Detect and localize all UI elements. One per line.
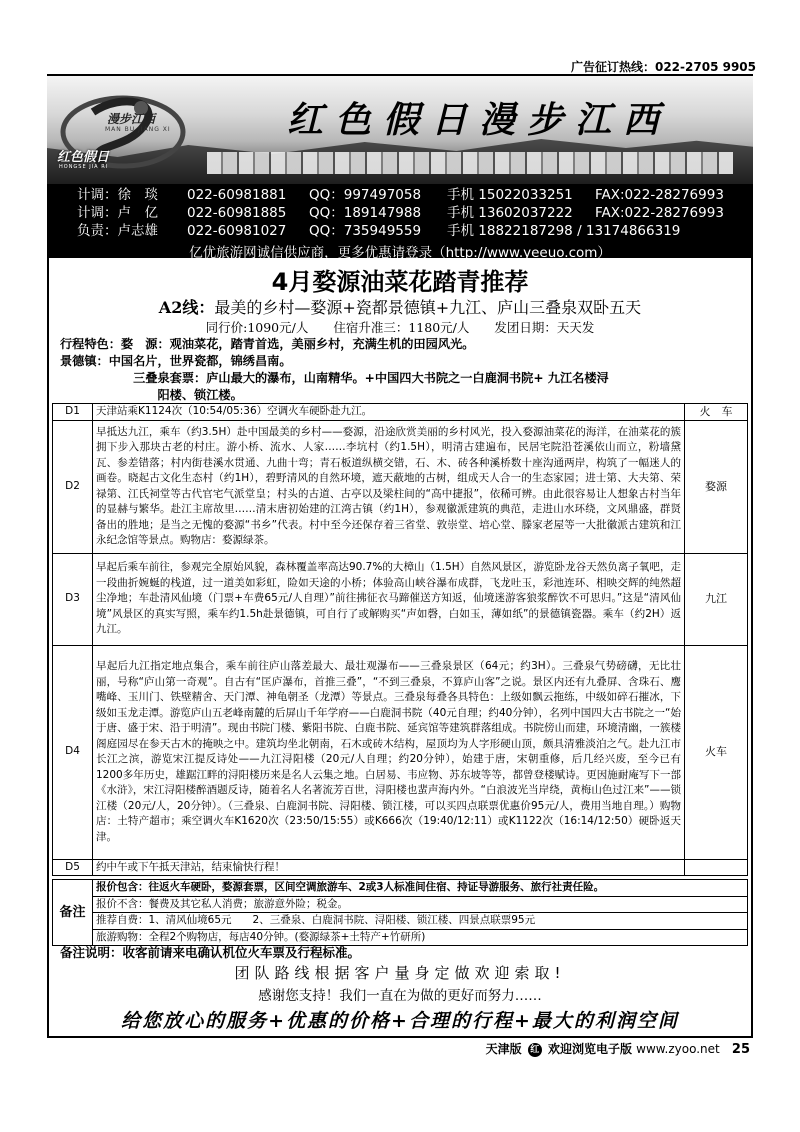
contact-qq: QQ：997497058 (309, 187, 422, 203)
note-line: 旅游购物：全程2个购物店，每店40分钟。(婺源绿茶+土特产+竹研所) (93, 929, 748, 946)
contact-fax: FAX:022-28276993 (595, 205, 724, 221)
remark-note: 备注说明：收客前请来电确认机位火车票及行程标准。 (60, 945, 361, 960)
site-text: 欢迎浏览电子版 (547, 1042, 632, 1056)
overnight-place: 火车 (685, 645, 748, 859)
feature-line: 行程特色：婺 源：观油菜花，踏青首选，美丽乡村，充满生机的田园风光。 (60, 337, 475, 351)
route-name: 最美的乡村—婺源+瓷都景德镇+九江、庐山三叠泉双卧五天 (214, 298, 642, 317)
logo-subtitle: MAN BU JIANG XI (105, 126, 171, 133)
edition-label: 天津版 (485, 1042, 522, 1056)
day-label: D1 (53, 404, 93, 421)
itinerary-row (53, 420, 748, 553)
contact-panel (47, 184, 753, 261)
page-title: 4月婺源油菜花踏青推荐 (271, 268, 529, 296)
price-info: 同行价:1090元/人 住宿升准三：1180元/人 发团日期：天天发 (205, 320, 595, 335)
route-title (47, 295, 753, 318)
trip-features (60, 336, 750, 404)
day-label: D4 (53, 645, 93, 859)
day-description: 早起后九江指定地点集合，乘车前往庐山落差最大、最壮观瀑布——三叠泉景区（64元；约3H）。三叠泉气势磅礴，无比壮丽，号称“庐山第一奇观”。自古有“匡庐瀑布，首推三叠”，“不到三叠泉，不算庐山客”之说。景区内还有九叠屏、含珠石、鹰嘴峰、玉川门、铁壁精舍、天门潭、神龟朝圣（龙潭）等景点。三叠泉每叠各具特色：上级如飘云拖练，中级如碎石摧冰，下级如玉龙走潭。游览庐山五老峰南麓的后屏山千年学府——白鹿洞书院（40元自理；约40分钟），名列中国四大古书院之一“始于唐、盛于宋、沿于明清”。现由书院门楼、紫阳书院、白鹿书院、延宾馆等建筑群落组成。书院傍山而建，环境清幽，一簇楼阁庭园尽在参天古木的掩映之中。建筑均坐北朝南，石木或砖木结构，屋顶均为人字形硬山顶，颇具清雅淡泊之气。赴九江市长江之滨，游览宋江提反诗处——九江浔阳楼（20元/人自理；约20分钟），始建于唐，宋朝重修，后几经兴废，至今已有1200多年历史，雄踞江畔的浔阳楼历来是名人云集之地。白居易、韦应物、苏东坡等等，都曾登楼赋诗。更因施耐庵写下一部《水浒》，宋江浔阳楼醉酒题反诗，随着名人名著流芳百世，浔阳楼也蜚声海内外。“白浪波光当岸绕，黄梅山色过江来”——锁江楼（20元/人，20分钟）。（三叠泉、白鹿洞书院、浔阳楼、锁江楼，可以买四点联票优惠价95元/人，费用当地自理。）购物店：土特产超市；乘空调火车K1620次（23:50/15:55）或K666次（19:40/12:11）或K1122次（16:14/12:50）硬卧返天津。 (93, 645, 685, 859)
overnight-place (685, 859, 748, 876)
contact-tel: 022-60981881 (187, 187, 287, 203)
day-label: D5 (53, 859, 93, 876)
day-description: 天津站乘K1124次（10:54/05:36）空调火车硬卧赴九江。 (93, 404, 685, 421)
day-label: D3 (53, 553, 93, 645)
contact-tel: 022-60981885 (187, 205, 287, 221)
route-code: A2线： (158, 298, 215, 317)
day-label: D2 (53, 420, 93, 553)
website-tagline: 亿优旅游网诚信供应商，更多优惠请登录（http://www.yeeuo.com） (189, 245, 611, 261)
contact-mobile: 手机 13602037222 (447, 205, 573, 221)
note-line: 推荐自费：1、清风仙境65元 2、三叠泉、白鹿洞书院、浔阳楼、锁江楼、四景点联票95元 (93, 913, 748, 930)
logo-brand: 红色假日 (57, 150, 110, 165)
overnight-place: 九江 (685, 553, 748, 645)
day-description: 早抵达九江，乘车（约3.5H）赴中国最美的乡村——婺源，沿途欣赏美丽的乡村风光，投入婺源油菜花的海洋，在油菜花的簇拥下步入那块古老的村庄。游小桥、流水、人家……李坑村（约1.5H），明清古建遍布，民居宅院沿苍溪依山而立，粉墙黛瓦、参差错落；村内街巷溪水贯通、九曲十弯；青石板道纵横交错，石、木、砖各种溪桥数十座沟通两岸，构筑了一幅迷人的画卷。晓起古文化生态村（约1H），碧野清风的自然环境，遮天蔽地的古树，组成天人合一的生态家园；进士第、大夫第、荣禄第、江氏祠堂等古代官宅气派堂皇；村头的古道、古亭以及梁柱间的“高中捷报”，依稀可辨。由此很容易让人想象古村当年的显赫与繁华。赴江主席故里……清末唐初始建的江湾古镇（约1H），参观徽派建筑的典范，走进山水环绕，文风鼎盛，群贤备出的胜地；是当之无愧的婺源“书乡”代表。村中至今还保存着三省堂、敦崇堂、培心堂、滕家老屋等一大批徽派古建筑和江永纪念馆等景点。购物店：婺源绿茶。 (93, 420, 685, 553)
slogan: 给您放心的服务+优惠的价格+合理的行程+最大的利润空间 (121, 1010, 679, 1032)
itinerary-table (52, 403, 748, 876)
brand-badge-icon: 红 (528, 1043, 542, 1057)
banner-title: 红色假日漫步江西 (287, 99, 672, 141)
itinerary-row (53, 404, 748, 421)
ad-hotline: 广告征订热线：022-2705 9905 (570, 60, 756, 74)
itinerary-row (53, 859, 748, 876)
contact-role: 计调：徐 琰 (77, 187, 158, 203)
site-url[interactable]: www.zyoo.net (636, 1042, 720, 1056)
banner-village (207, 152, 733, 174)
feature-line: 景德镇：中国名片，世界瓷都，锦绣昌南。 (60, 354, 292, 368)
overnight-place: 火 车 (685, 404, 748, 421)
contact-fax: FAX:022-28276993 (595, 187, 724, 203)
page-number: 25 (731, 1042, 750, 1057)
header-banner (47, 76, 753, 184)
contact-qq: QQ：189147988 (309, 205, 422, 221)
logo-text: 漫步江西 (107, 112, 156, 126)
page-footer (486, 1040, 750, 1057)
notes-table (52, 879, 748, 946)
contact-tel: 022-60981027 (187, 223, 287, 239)
contact-role: 负责：卢志雄 (77, 223, 158, 239)
contact-role: 计调：卢 亿 (77, 205, 158, 221)
logo-brand-subtitle: HONGSE JIA RI (59, 164, 109, 170)
notes-label: 备注 (53, 880, 93, 946)
feature-line: 三叠泉套票：庐山最大的瀑布，山南精华。+中国四大书院之一白鹿洞书院+ 九江名楼浔 (60, 371, 609, 385)
day-description: 约中午或下午抵天津站，结束愉快行程！ (93, 859, 685, 876)
thanks-line: 感谢您支持！我们一直在为做的更好而努力…… (258, 988, 542, 1004)
contact-qq: QQ：735949559 (309, 223, 422, 239)
day-description: 早起后乘车前往，参观完全原始风貌，森林覆盖率高达90.7%的大樟山（1.5H）自然风景区，游览卧龙谷天然负离子氧吧，走一段曲折婉蜒的栈道，过一道美如彩虹，险如天途的小桥；体验高山峡谷瀑布成群，飞龙吐玉，彩池连环、相映交辉的纯然超尘净地；车赴清风仙境（门票+车费65元/人自理）”前往拂征衣马蹄催送方知返，仙境迷游客狼浆醉饮不可思归。”这是“清风仙境”风景区的真实写照，乘车约1.5h赴景德镇，可自行了或解购买“声如磬，白如玉，薄如纸”的景德镇瓷器。乘车（约2H）返九江。 (93, 553, 685, 645)
note-line: 报价包含：往返火车硬卧，婺源套票，区间空调旅游车、2或3人标准间住宿、持证导游服务、旅行社责任险。 (93, 880, 748, 897)
custom-tour-notice: 团队路线根据客户量身定做欢迎索取! (234, 964, 566, 982)
overnight-place: 婺源 (685, 420, 748, 553)
contact-mobile: 手机 15022033251 (447, 187, 573, 203)
note-line: 报价不含：餐费及其它私人消费；旅游意外险；税金。 (93, 896, 748, 913)
itinerary-row (53, 645, 748, 859)
feature-line: 阳楼、锁江楼。 (60, 388, 243, 402)
itinerary-row (53, 553, 748, 645)
contact-mobile: 手机 18822187298 / 13174866319 (447, 223, 681, 239)
